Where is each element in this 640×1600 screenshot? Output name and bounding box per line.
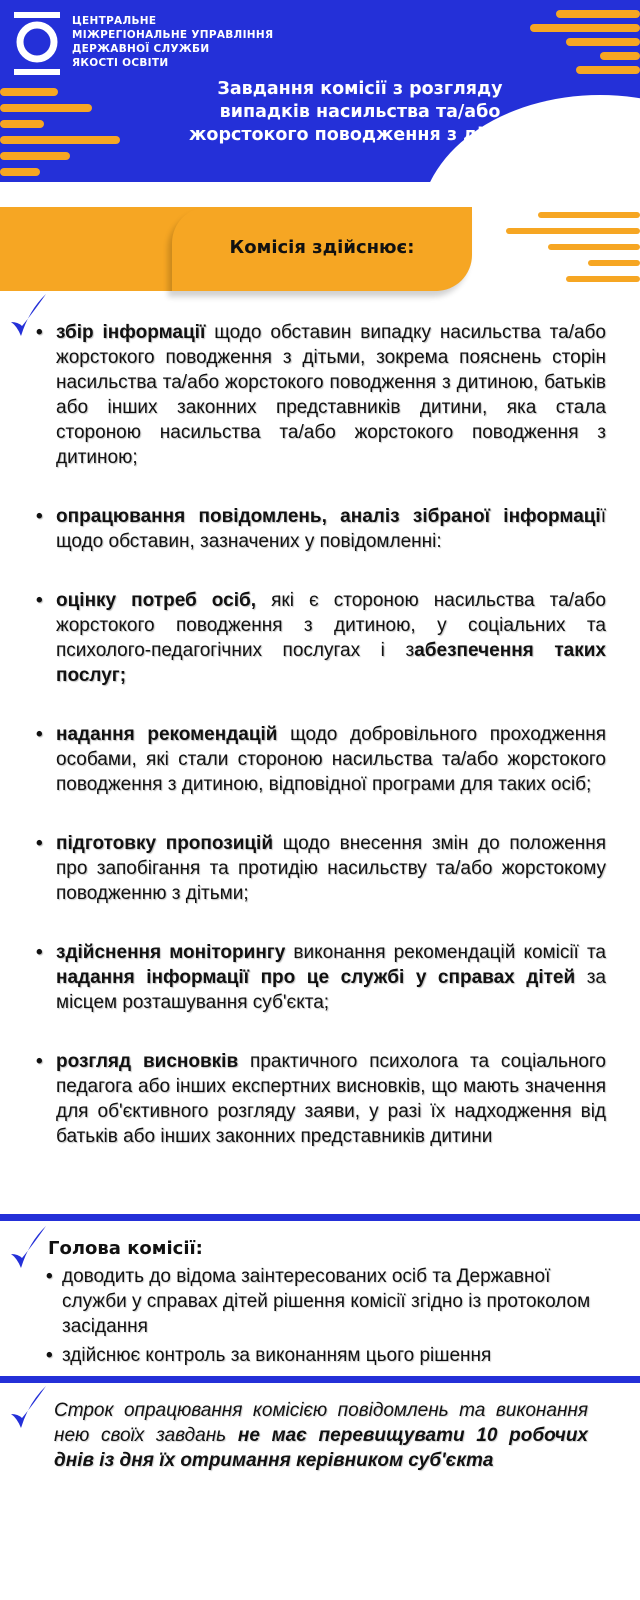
decor-stripe bbox=[538, 212, 640, 218]
list-item bbox=[34, 831, 606, 906]
item-bold: абезпечення таких послуг; bbox=[56, 640, 606, 686]
item-bold: розгляд висновків bbox=[56, 1051, 239, 1072]
head-duties-list bbox=[46, 1264, 606, 1368]
item-bold: надання рекомендацій bbox=[56, 724, 278, 745]
section-divider bbox=[0, 1376, 640, 1383]
decor-stripe bbox=[0, 120, 44, 128]
commission-duties-list bbox=[34, 320, 606, 1149]
list-item: • здійснює контроль за виконанням цього рішення bbox=[46, 1343, 606, 1368]
decor-stripe bbox=[0, 168, 40, 176]
title-line: випадків насильства та/або bbox=[219, 102, 501, 122]
decor-stripe bbox=[566, 38, 640, 46]
org-line: ЯКОСТІ ОСВІТИ bbox=[72, 57, 169, 69]
section-divider bbox=[0, 1214, 640, 1221]
decor-stripe bbox=[0, 88, 58, 96]
item-text: за місцем розташування суб'єкта; bbox=[56, 967, 606, 1013]
org-line: ЦЕНТРАЛЬНЕ bbox=[72, 15, 157, 27]
org-line: ДЕРЖАВНОЇ СЛУЖБИ bbox=[72, 43, 210, 55]
item-bold: здійснення моніторингу bbox=[56, 942, 286, 963]
title-line: жорстокого поводження з дітьми bbox=[189, 125, 531, 145]
list-item bbox=[34, 1049, 606, 1149]
list-item bbox=[34, 320, 606, 470]
decor-stripe bbox=[530, 24, 640, 32]
list-item bbox=[34, 588, 606, 688]
decor-stripe bbox=[0, 104, 92, 112]
item-text: щодо добровільного проходження особами, які стали стороною насильства та/або жорстокого поводження з дитиною, відповідної програми для таких осіб; bbox=[56, 724, 607, 795]
deadline-note bbox=[54, 1398, 588, 1473]
org-name bbox=[72, 14, 312, 70]
checkmark-icon bbox=[8, 1384, 48, 1432]
decor-stripe bbox=[566, 276, 640, 282]
list-item bbox=[34, 722, 606, 797]
decor-stripe bbox=[576, 66, 640, 74]
decor-stripe bbox=[506, 228, 640, 234]
list-item bbox=[34, 504, 606, 554]
header bbox=[0, 0, 640, 182]
item-text: виконання рекомендацій комісії та bbox=[285, 942, 606, 963]
org-line: МІЖРЕГІОНАЛЬНЕ УПРАВЛІННЯ bbox=[72, 29, 274, 41]
head-title: Голова комісії: bbox=[48, 1238, 203, 1259]
page-title bbox=[160, 78, 560, 147]
deadline-text: Строк опрацювання комісією повідомлень та виконання нею своїх завдань bbox=[54, 1400, 588, 1446]
decor-stripe bbox=[0, 152, 70, 160]
banner-title: Комісія здійснює: bbox=[229, 237, 415, 258]
title-line: Завдання комісії з розгляду bbox=[217, 79, 503, 99]
logo-icon bbox=[14, 12, 60, 76]
item-bold: збір інформації bbox=[56, 322, 206, 343]
item-bold: оцінку потреб осіб, bbox=[56, 590, 257, 611]
item-text: практичного психолога та соціального педагога або інших експертних висновків, що мають значення для об'єктивного розгляду заяви, у разі їх надходження від батьків або інших законних представників дитини bbox=[56, 1051, 606, 1147]
item-text: щодо обставин випадку насильства та/або жорстокого поводження з дітьми, зокрема пояснень сторін насильства та/або жорстокого поводження з дитиною, батьків або інших законних представників дитини, яка стала стороною насильства та/або жорстокого поводження з дитиною; bbox=[56, 322, 606, 468]
item-text: щодо внесення змін до положення про запобігання та протидію насильству та/або жорстокому поводженню з дітьми; bbox=[56, 833, 606, 904]
decor-stripe bbox=[548, 244, 640, 250]
decor-stripe bbox=[588, 260, 640, 266]
decor-stripe bbox=[600, 52, 640, 60]
decor-stripe bbox=[556, 10, 640, 18]
deadline-bold: не має перевищувати 10 робочих днів із дня їх отримання керівником суб'єкта bbox=[54, 1425, 588, 1471]
item-text: ї щодо обставин, зазначених у повідомленні: bbox=[56, 506, 606, 552]
decor-stripe bbox=[0, 136, 120, 144]
list-item: • доводить до відома заінтересованих осіб та Державної служби у справах дітей рішення комісії згідно із протоколом засідання bbox=[46, 1264, 606, 1339]
checkmark-icon bbox=[8, 1224, 48, 1272]
item-bold: надання інформації про це службі у справах дітей bbox=[56, 967, 576, 988]
item-text: які є стороною насильства та/або жорстокого поводження з дитиною, у соціальних та психолого-педагогічних послугах і з bbox=[56, 590, 606, 661]
item-bold: підготовку пропозицій bbox=[56, 833, 274, 854]
item-bold: опрацювання повідомлень, аналіз зібраної інформаці bbox=[56, 506, 601, 527]
list-item bbox=[34, 940, 606, 1015]
